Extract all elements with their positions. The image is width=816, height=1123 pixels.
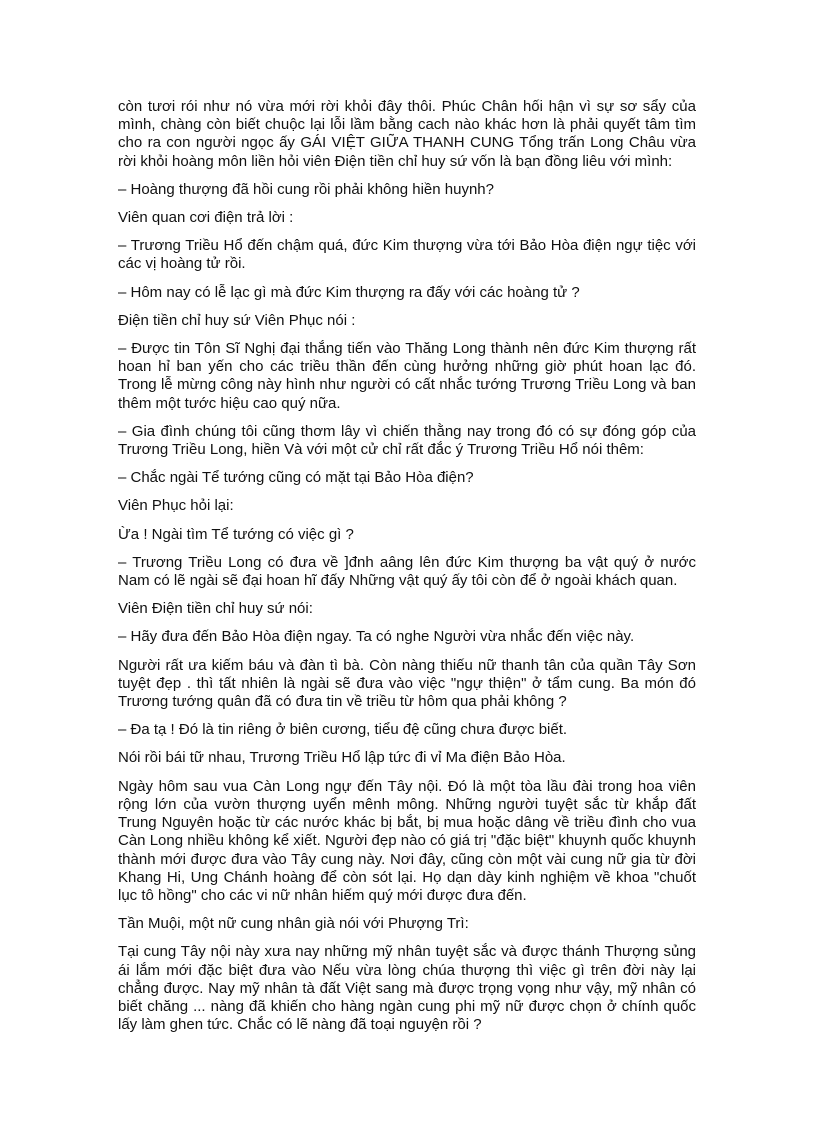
text-column: [118, 98, 696, 1044]
paragraph: – Hôm nay có lễ lạc gì mà đức Kim thượng ra đấy với các hoàng tử ?: [118, 283, 580, 301]
paragraph: – Đa tạ ! Đó là tin riêng ở biên cương, tiểu đệ cũng chưa được biết.: [118, 721, 568, 739]
paragraph: Điện tiền chỉ huy sứ Viên Phục nói :: [118, 311, 356, 329]
paragraph: Viên Phục hỏi lại:: [118, 497, 234, 515]
paragraph: – Chắc ngài Tể tướng cũng có mặt tại Bảo Hòa điện?: [118, 469, 474, 487]
paragraph: còn tươi rói như nó vừa mới rời khỏi đây thôi. Phúc Chân hối hận vì sự sơ sẩy của mình, chàng còn biết chuộc lại lỗi lầm bằng cach nào khác hơn là phải quyết tâm tìm cho ra con người ngọc ấy GÁI VIỆT GIỮA THANH CUNG Tổng trấn Long Châu vừa rời khỏi hoàng môn liền hỏi viên Điện tiền chỉ huy sứ vốn là bạn đồng liêu với mình:: [118, 98, 696, 170]
paragraph: – Hãy đưa đến Bảo Hòa điện ngay. Ta có nghe Người vừa nhắc đến việc này.: [118, 628, 635, 646]
paragraph: Tại cung Tây nội này xưa nay những mỹ nhân tuyệt sắc và được thánh Thượng sủng ái lắm mới đặc biệt đưa vào Nếu vừa lòng chúa thượng thì việc gì trên đời này lại chẳng được. Nay mỹ nhân tà đất Việt sang mà được trọng vọng như vậy, mỹ nhân có biết chăng ... nàng đã khiến cho hàng ngàn cung phi mỹ nữ được chọn ở chính quốc lấy làm ghen tức. Chắc có lẽ nàng đã toại nguyện rồi ?: [118, 943, 696, 1034]
paragraph: – Gia đình chúng tôi cũng thơm lây vì chiến thằng nay trong đó có sự đóng góp của Trương Triều Long, hiền Và với một cử chỉ rất đắc ý Trương Triều Hổ nói thêm:: [118, 422, 696, 459]
paragraph: Nói rồi bái tữ nhau, Trương Triều Hổ lập tức đi vỉ Ma điện Bảo Hòa.: [118, 749, 566, 767]
paragraph: Tần Muội, một nữ cung nhân già nói với Phượng Trì:: [118, 915, 469, 933]
paragraph: Ngày hôm sau vua Càn Long ngự đến Tây nội. Đó là một tòa lầu đài trong hoa viên rộng lớn của vườn thượng uyển mênh mông. Những người tuyệt sắc từ khắp đất Trung Nguyên hoặc từ các nước khác bị bắt, bị mua hoặc dâng về triều đình cho vua Càn Long nhiều không kể xiết. Người đẹp nào có giá trị "đặc biệt" khuynh quốc khuynh thành mới được đưa vào Tây cung này. Nơi đây, cũng còn một vài cung nữ gia từ đời Khang Hi, Ung Chánh hoàng để còn sót lại. Họ dạn dày kinh nghiệm về khoa "chuốt lục tô hồng" cho các vi nữ nhân hiếm quý mới được đưa đến.: [118, 777, 696, 904]
paragraph: – Được tin Tôn Sĩ Nghị đại thắng tiến vào Thăng Long thành nên đức Kim thượng rất hoan hỉ ban yến cho các triều thần đến cùng hưởng những giờ phút hoan lạc đó. Trong lễ mừng công này hình như người có cất nhắc tướng Trương Triều Long và ban thêm một tước hiệu cao quý nữa.: [118, 340, 696, 412]
paragraph: – Hoàng thượng đã hồi cung rồi phải không hiền huynh?: [118, 180, 494, 198]
paragraph: Viên Điện tiền chỉ huy sứ nói:: [118, 600, 313, 618]
paragraph: – Trương Triều Hổ đến chậm quá, đức Kim thượng vừa tới Bảo Hòa điện ngự tiệc với các vị hoàng tử rồi.: [118, 237, 696, 273]
paragraph: Ừa ! Ngài tìm Tể tướng có việc gì ?: [118, 525, 354, 543]
paragraph: Người rất ưa kiếm báu và đàn tì bà. Còn nàng thiếu nữ thanh tân của quần Tây Sơn tuyệt đẹp . thì tất nhiên là ngài sẽ đưa vào việc "ngự thiện" ở tẩm cung. Ba món đó Trương tướng quân đã có đưa tin về triều từ hôm qua phải không ?: [118, 656, 696, 711]
paragraph: Viên quan cơi điện trả lời :: [118, 209, 294, 227]
paragraph: – Trương Triều Long có đưa về ]đnh aâng lên đức Kim thượng ba vật quý ở nước Nam có lẽ ngài sẽ đại hoan hĩ đấy Những vật quý ấy tôi còn để ở ngoài khách quan.: [118, 553, 696, 590]
